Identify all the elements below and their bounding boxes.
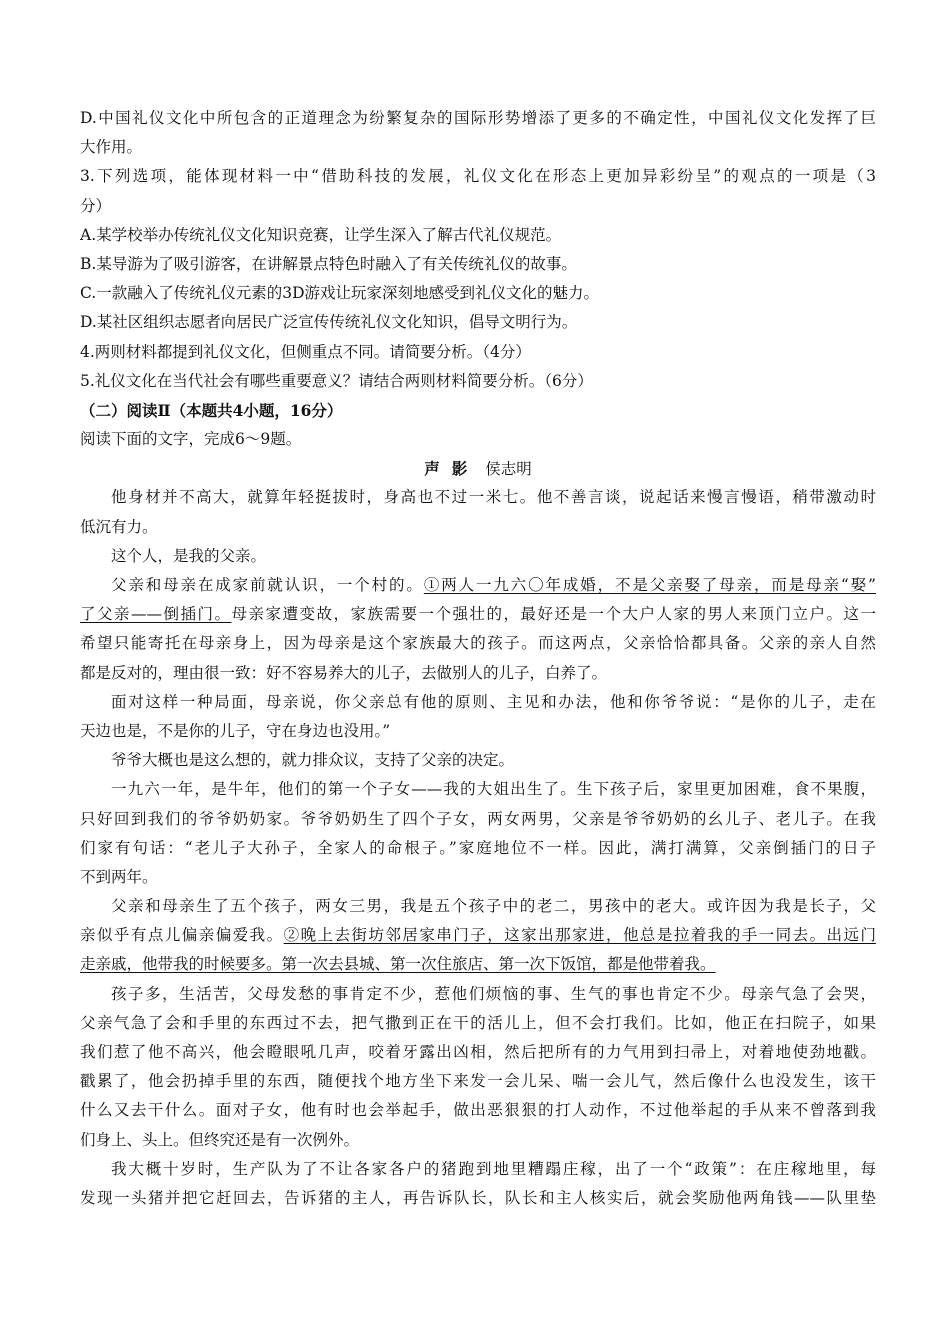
text-line: 父亲气急了会和手里的东西过不去，把气撒到正在干的活儿上，但不会打我们。比如，他正在扫院子，如果 [80, 1013, 876, 1032]
text-line [80, 571, 876, 600]
text-line: 父亲和母亲生了五个孩子，两女三男，我是五个孩子中的老二，男孩中的老大。或许因为我是长子，父 [111, 897, 876, 916]
text-line: 希望只能寄托在母亲身上，因为母亲是这个家族最大的孩子。而这两点，父亲恰恰都具备。父亲的亲人自然 [80, 634, 876, 653]
text-line [80, 950, 876, 979]
text-segment: 母亲家遭变故，家族需要一个强壮的，最好还是一个大户人家的男人来顶门立户。这一 [231, 605, 876, 624]
text-line: 低沉有力。 [80, 517, 158, 536]
text-line: 只好回到我们的爷爷奶奶家。爷爷奶奶生了四个子女，两女两男，父亲是爷爷奶奶的幺儿子、老儿子。在我 [80, 809, 876, 828]
text-line: 他身材并不高大，就算年轻挺拔时，身高也不过一米七。他不善言谈，说起话来慢言慢语，稍带激动时 [111, 488, 876, 507]
text-line: 3.下列选项，能体现材料一中“借助科技的发展，礼仪文化在形态上更加异彩纷呈”的观点的一项是（3 [80, 167, 876, 186]
text-line: D.某社区组织志愿者向居民广泛宣传传统礼仪文化知识，倡导文明行为。 [80, 313, 578, 332]
text-line: 一九六一年，是牛年，他们的第一个子女——我的大姐出生了。生下孩子后，家里更加困难，食不果腹， [111, 780, 876, 799]
text-line: D.中国礼仪文化中所包含的正道理念为纷繁复杂的国际形势增添了更多的不确定性，中国礼仪文化发挥了巨 [80, 109, 876, 127]
text-segment: 父亲和母亲在成家前就认识，一个村的。 [111, 576, 424, 594]
text-line: 面对这样一种局面，母亲说，你父亲总有他的原则、主见和办法，他和你爷爷说：“是你的儿子，走在 [111, 692, 876, 711]
document-body [80, 104, 876, 1213]
section-heading: （二）阅读Ⅱ（本题共4小题，16分） [80, 400, 343, 420]
text-line: B.某导游为了吸引游客，在讲解景点特色时融入了有关传统礼仪的故事。 [80, 254, 577, 273]
text-line [80, 600, 876, 629]
text-line: 们身上、头上。但终究还是有一次例外。 [80, 1130, 360, 1149]
text-line [80, 921, 876, 950]
text-line: 天边也是，不是你的儿子，守在身边也没用。” [80, 721, 391, 740]
passage-author: 侯志明 [485, 460, 532, 479]
text-line: 孩子多，生活苦，父母发愁的事肯定不少，惹他们烦恼的事、生气的事也肯定不少。母亲气急了会哭， [111, 984, 876, 1003]
text-line: 们家有句话：“老儿子大孙子，全家人的命根子。”家庭地位不一样。因此，满打满算，父亲倒插门的日子 [80, 838, 876, 857]
text-line: 5.礼仪文化在当代社会有哪些重要意义？请结合两则材料简要分析。（6分） [80, 371, 593, 390]
text-segment: 亲似乎有点儿偏亲偏爱我。 [80, 926, 284, 945]
text-line: 都是反对的，理由很一致：好不容易养大的儿子，去做别人的儿子，白养了。 [80, 663, 608, 682]
underlined-text: 走亲戚，他带我的时候要多。第一次去县城、第一次住旅店、第一次下饭馆，都是他带着我。 [80, 955, 716, 974]
text-line: 阅读下面的文字，完成6～9题。 [80, 430, 302, 449]
text-line: A.某学校举办传统礼仪文化知识竞赛，让学生深入了解古代礼仪规范。 [80, 225, 562, 244]
text-line: 这个人，是我的父亲。 [111, 546, 267, 565]
text-line: 4.两则材料都提到礼仪文化，但侧重点不同。请简要分析。（4分） [80, 342, 531, 361]
text-line: 我大概十岁时，生产队为了不让各家各户的猪跑到地里糟蹋庄稼，出了一个“政策”：在庄稼地里，每 [111, 1159, 876, 1178]
text-line: 分） [80, 196, 112, 215]
text-line: 大作用。 [80, 138, 143, 157]
underlined-text: ①两人一九六〇年成婚，不是父亲娶了母亲，而是母亲“娶” [423, 576, 876, 594]
text-line: 戳累了，他会扔掉手里的东西，随便找个地方坐下来发一会儿呆、喘一会儿气，然后像什么也没发生，该干 [80, 1072, 876, 1091]
text-line: 爷爷大概也是这么想的，就力排众议，支持了父亲的决定。 [111, 751, 515, 770]
underlined-text: 了父亲——倒插门。 [80, 605, 232, 624]
passage-title-line [80, 454, 876, 483]
text-line: 不到两年。 [80, 867, 158, 886]
text-line: C.一款融入了传统礼仪元素的3D游戏让玩家深刻地感受到礼仪文化的魅力。 [80, 284, 600, 303]
text-line: 我们惹了他不高兴，他会瞪眼吼几声，咬着牙露出凶相，然后把所有的力气用到扫帚上，对着地使劲地戳。 [80, 1043, 876, 1061]
passage-title: 声影 [424, 459, 480, 479]
underlined-text: ②晚上去街坊邻居家串门子，这家出那家进，他总是拉着我的手一同去。出远门 [283, 926, 876, 945]
text-line: 什么又去干什么。面对子女，他有时也会举起手，做出恶狠狠的打人动作，不过他举起的手从来不曾落到我 [80, 1101, 876, 1120]
text-line: 发现一头猪并把它赶回去，告诉猪的主人，再告诉队长，队长和主人核实后，就会奖励他两角钱——队里垫 [80, 1188, 876, 1207]
